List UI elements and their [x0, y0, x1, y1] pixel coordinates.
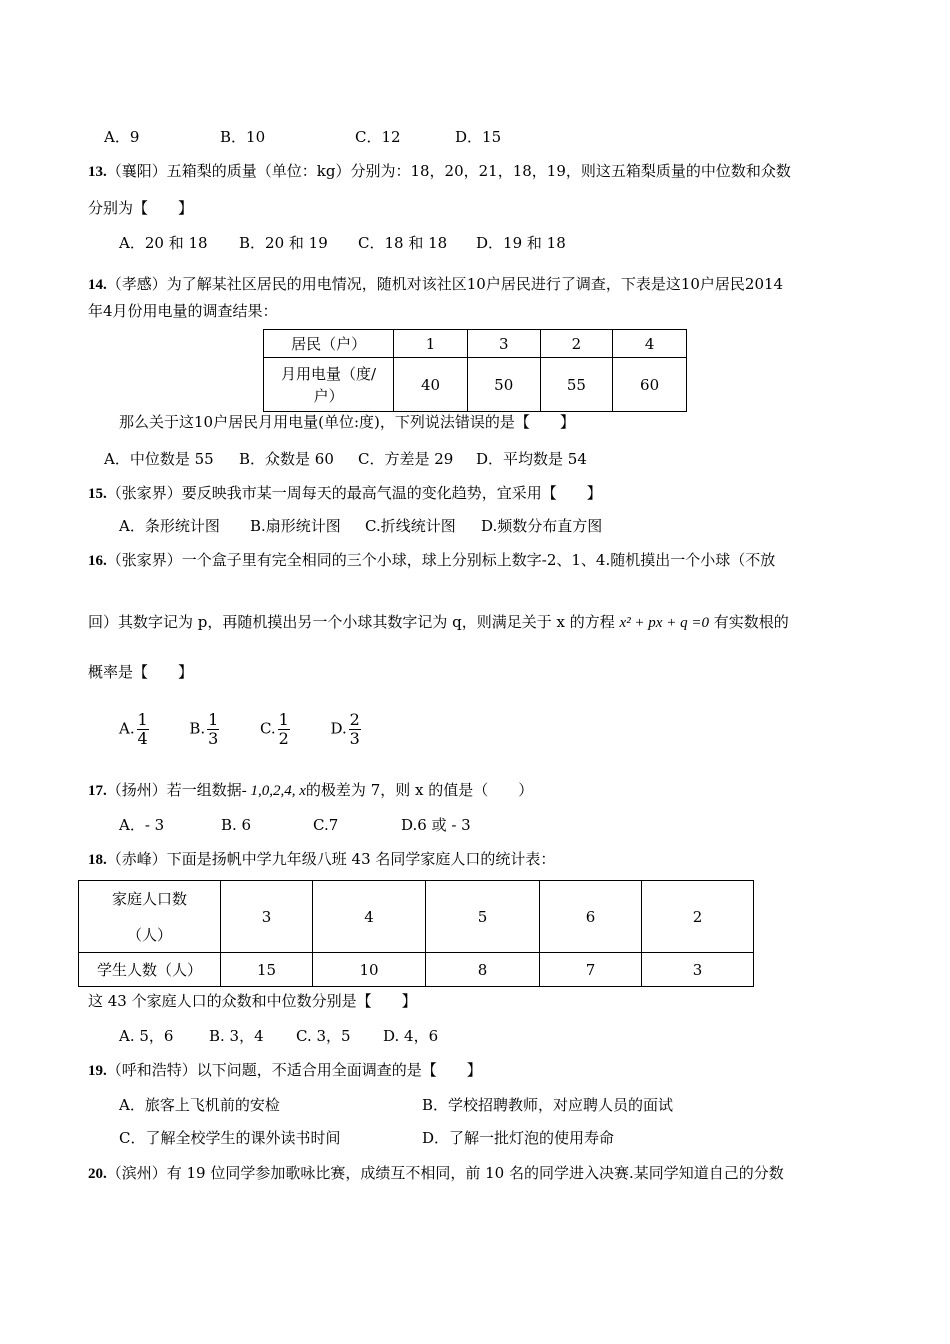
q16-option-a-fraction [137, 711, 149, 748]
q16-text: （张家界）一个盒子里有完全相同的三个小球，球上分别标上数字-2、1、4.随机摸出一个小球（不放 [106, 551, 776, 569]
q18-row1-cell: 4 [313, 881, 426, 953]
fraction-denominator: 3 [208, 729, 219, 748]
q14-row1-cell: 3 [467, 330, 540, 358]
q13-option-d: D．19 和 18 [476, 234, 566, 252]
q18-row1-label-a: 家庭人口数 [111, 889, 187, 908]
q17-option-c: C.7 [313, 816, 339, 834]
q16-line1 [88, 549, 775, 572]
q18-row2-cell: 15 [221, 953, 313, 987]
q18-option-a: A. 5，6 [119, 1027, 174, 1045]
q16-text-2-end: 有实数根的 [713, 613, 789, 631]
q18-row2-label: 学生人数（人） [79, 953, 221, 987]
q15-line1 [88, 482, 602, 505]
q14-option-c: C．方差是 29 [358, 450, 454, 468]
q17-number: 17. [88, 783, 107, 799]
q16-option-b-fraction [207, 711, 219, 748]
fraction-numerator: 1 [208, 710, 219, 729]
q14-row1-cell: 4 [613, 330, 687, 358]
fraction-denominator: 3 [349, 729, 360, 748]
q17-text-b: 的极差为 7，则 x 的值是（ ） [305, 781, 534, 799]
q13-line2: 分别为【 】 [88, 199, 194, 217]
q14-option-a: A．中位数是 55 [104, 450, 214, 468]
q16-text-2: 回）其数字记为 p，再随机摸出另一个小球其数字记为 q，则满足关于 x 的方程 [88, 613, 615, 631]
q14-row1-cell: 2 [540, 330, 613, 358]
q12-option-a: A．9 [104, 128, 140, 146]
q18-line1 [88, 848, 555, 871]
q17-option-b: B. 6 [221, 816, 252, 834]
q18-question: 这 43 个家庭人口的众数和中位数分别是【 】 [88, 992, 417, 1010]
q14-row1-cell: 1 [394, 330, 468, 358]
q17-data: - 1,0,2,4, x [241, 783, 306, 799]
q18-text: （赤峰）下面是扬帆中学九年级八班 43 名同学家庭人口的统计表： [106, 850, 556, 868]
fraction-denominator: 2 [278, 729, 289, 748]
q12-option-d: D．15 [455, 128, 502, 146]
q15-number: 15. [88, 486, 107, 502]
q15-text: （张家界）要反映我市某一周每天的最高气温的变化趋势，宜采用【 】 [106, 484, 602, 502]
q16-equation: x² + px + q =0 [619, 615, 709, 631]
q16-option-c [260, 711, 290, 748]
q18-row2-cell: 7 [540, 953, 642, 987]
q12-option-c: C．12 [355, 128, 401, 146]
q19-option-d: D．了解一批灯泡的使用寿命 [422, 1129, 615, 1147]
q17-option-a: A．- 3 [119, 816, 165, 834]
q13-text: （襄阳）五箱梨的质量（单位：kg）分别为：18，20，21，18，19，则这五箱梨质量的中位数和众数 [106, 162, 791, 180]
q15-option-a: A．条形统计图 [119, 517, 220, 535]
fraction-numerator: 1 [278, 710, 289, 729]
q14-row1-label: 居民（户） [264, 330, 394, 358]
q14-row2-label [264, 358, 394, 412]
q16-option-d [330, 711, 360, 748]
q13-line1 [88, 160, 791, 183]
q14-row2-cell: 40 [394, 358, 468, 412]
fraction-numerator: 1 [137, 710, 148, 729]
q14-option-d: D．平均数是 54 [476, 450, 587, 468]
q16-option-b-letter: B. [189, 719, 206, 738]
q20-line1 [88, 1162, 784, 1185]
q14-row2-label-a: 月用电量（度/ [281, 364, 377, 383]
q18-option-b: B. 3，4 [209, 1027, 264, 1045]
q16-option-a-letter: A. [119, 719, 135, 738]
q18-row1-label-b: （人） [126, 925, 172, 944]
q13-option-c: C．18 和 18 [358, 234, 448, 252]
q17-text-a: （扬州）若一组数据 [106, 781, 242, 799]
q16-option-b [189, 711, 219, 748]
q20-number: 20. [88, 1166, 107, 1182]
q16-option-c-fraction [278, 711, 290, 748]
fraction-numerator: 2 [349, 710, 360, 729]
q18-option-c: C. 3，5 [296, 1027, 351, 1045]
q14-table [263, 329, 687, 412]
q14-row2-cell: 60 [613, 358, 687, 412]
q20-text: （滨州）有 19 位同学参加歌咏比赛，成绩互不相同，前 10 名的同学进入决赛.某同学知道自己的分数 [106, 1164, 784, 1182]
q18-row1-cell: 3 [221, 881, 313, 953]
q18-number: 18. [88, 852, 107, 868]
q18-row2-cell: 3 [642, 953, 754, 987]
q19-number: 19. [88, 1063, 107, 1079]
q13-option-b: B．20 和 19 [239, 234, 328, 252]
q15-option-b: B.扇形统计图 [250, 517, 341, 535]
q19-option-b: B．学校招聘教师，对应聘人员的面试 [422, 1096, 674, 1114]
q14-line2: 年4月份用电量的调查结果： [88, 302, 278, 320]
q18-table [78, 880, 754, 987]
q14-row2-cell: 50 [467, 358, 540, 412]
q19-text: （呼和浩特）以下问题，不适合用全面调查的是【 】 [106, 1061, 482, 1079]
q16-option-c-letter: C. [259, 719, 276, 738]
q13-option-a: A．20 和 18 [119, 234, 208, 252]
q14-text: （孝感）为了解某社区居民的用电情况，随机对该社区10户居民进行了调查，下表是这10户居民2014 [106, 275, 784, 293]
q14-row2-cell: 55 [540, 358, 613, 412]
q16-line3: 概率是【 】 [88, 663, 194, 681]
q14-question: 那么关于这10户居民月用电量(单位:度)，下列说法错误的是【 】 [119, 413, 575, 431]
q17-option-d: D.6 或 - 3 [401, 816, 471, 834]
q18-row1-cell: 6 [540, 881, 642, 953]
q15-option-d: D.频数分布直方图 [481, 517, 603, 535]
q18-row1-cell: 5 [426, 881, 540, 953]
q19-option-a: A．旅客上飞机前的安检 [119, 1096, 280, 1114]
q16-line2 [88, 611, 789, 634]
q14-line1 [88, 273, 783, 296]
q14-row2-label-b: 户） [313, 386, 344, 405]
q12-option-b: B．10 [220, 128, 266, 146]
q14-option-b: B．众数是 60 [239, 450, 334, 468]
q16-option-d-letter: D. [330, 719, 347, 738]
q15-option-c: C.折线统计图 [365, 517, 456, 535]
q16-options [119, 711, 361, 748]
q18-row1-label [79, 881, 221, 953]
q17-line1 [88, 779, 533, 802]
q16-option-d-fraction [349, 711, 361, 748]
q16-number: 16. [88, 553, 107, 569]
q19-option-c: C．了解全校学生的课外读书时间 [119, 1129, 341, 1147]
q18-row2-cell: 10 [313, 953, 426, 987]
q13-number: 13. [88, 164, 107, 180]
fraction-denominator: 4 [137, 729, 148, 748]
q18-row2-cell: 8 [426, 953, 540, 987]
q16-option-a [119, 711, 149, 748]
q19-line1 [88, 1059, 482, 1082]
q18-option-d: D. 4，6 [383, 1027, 439, 1045]
q18-row1-cell: 2 [642, 881, 754, 953]
q14-number: 14. [88, 277, 107, 293]
